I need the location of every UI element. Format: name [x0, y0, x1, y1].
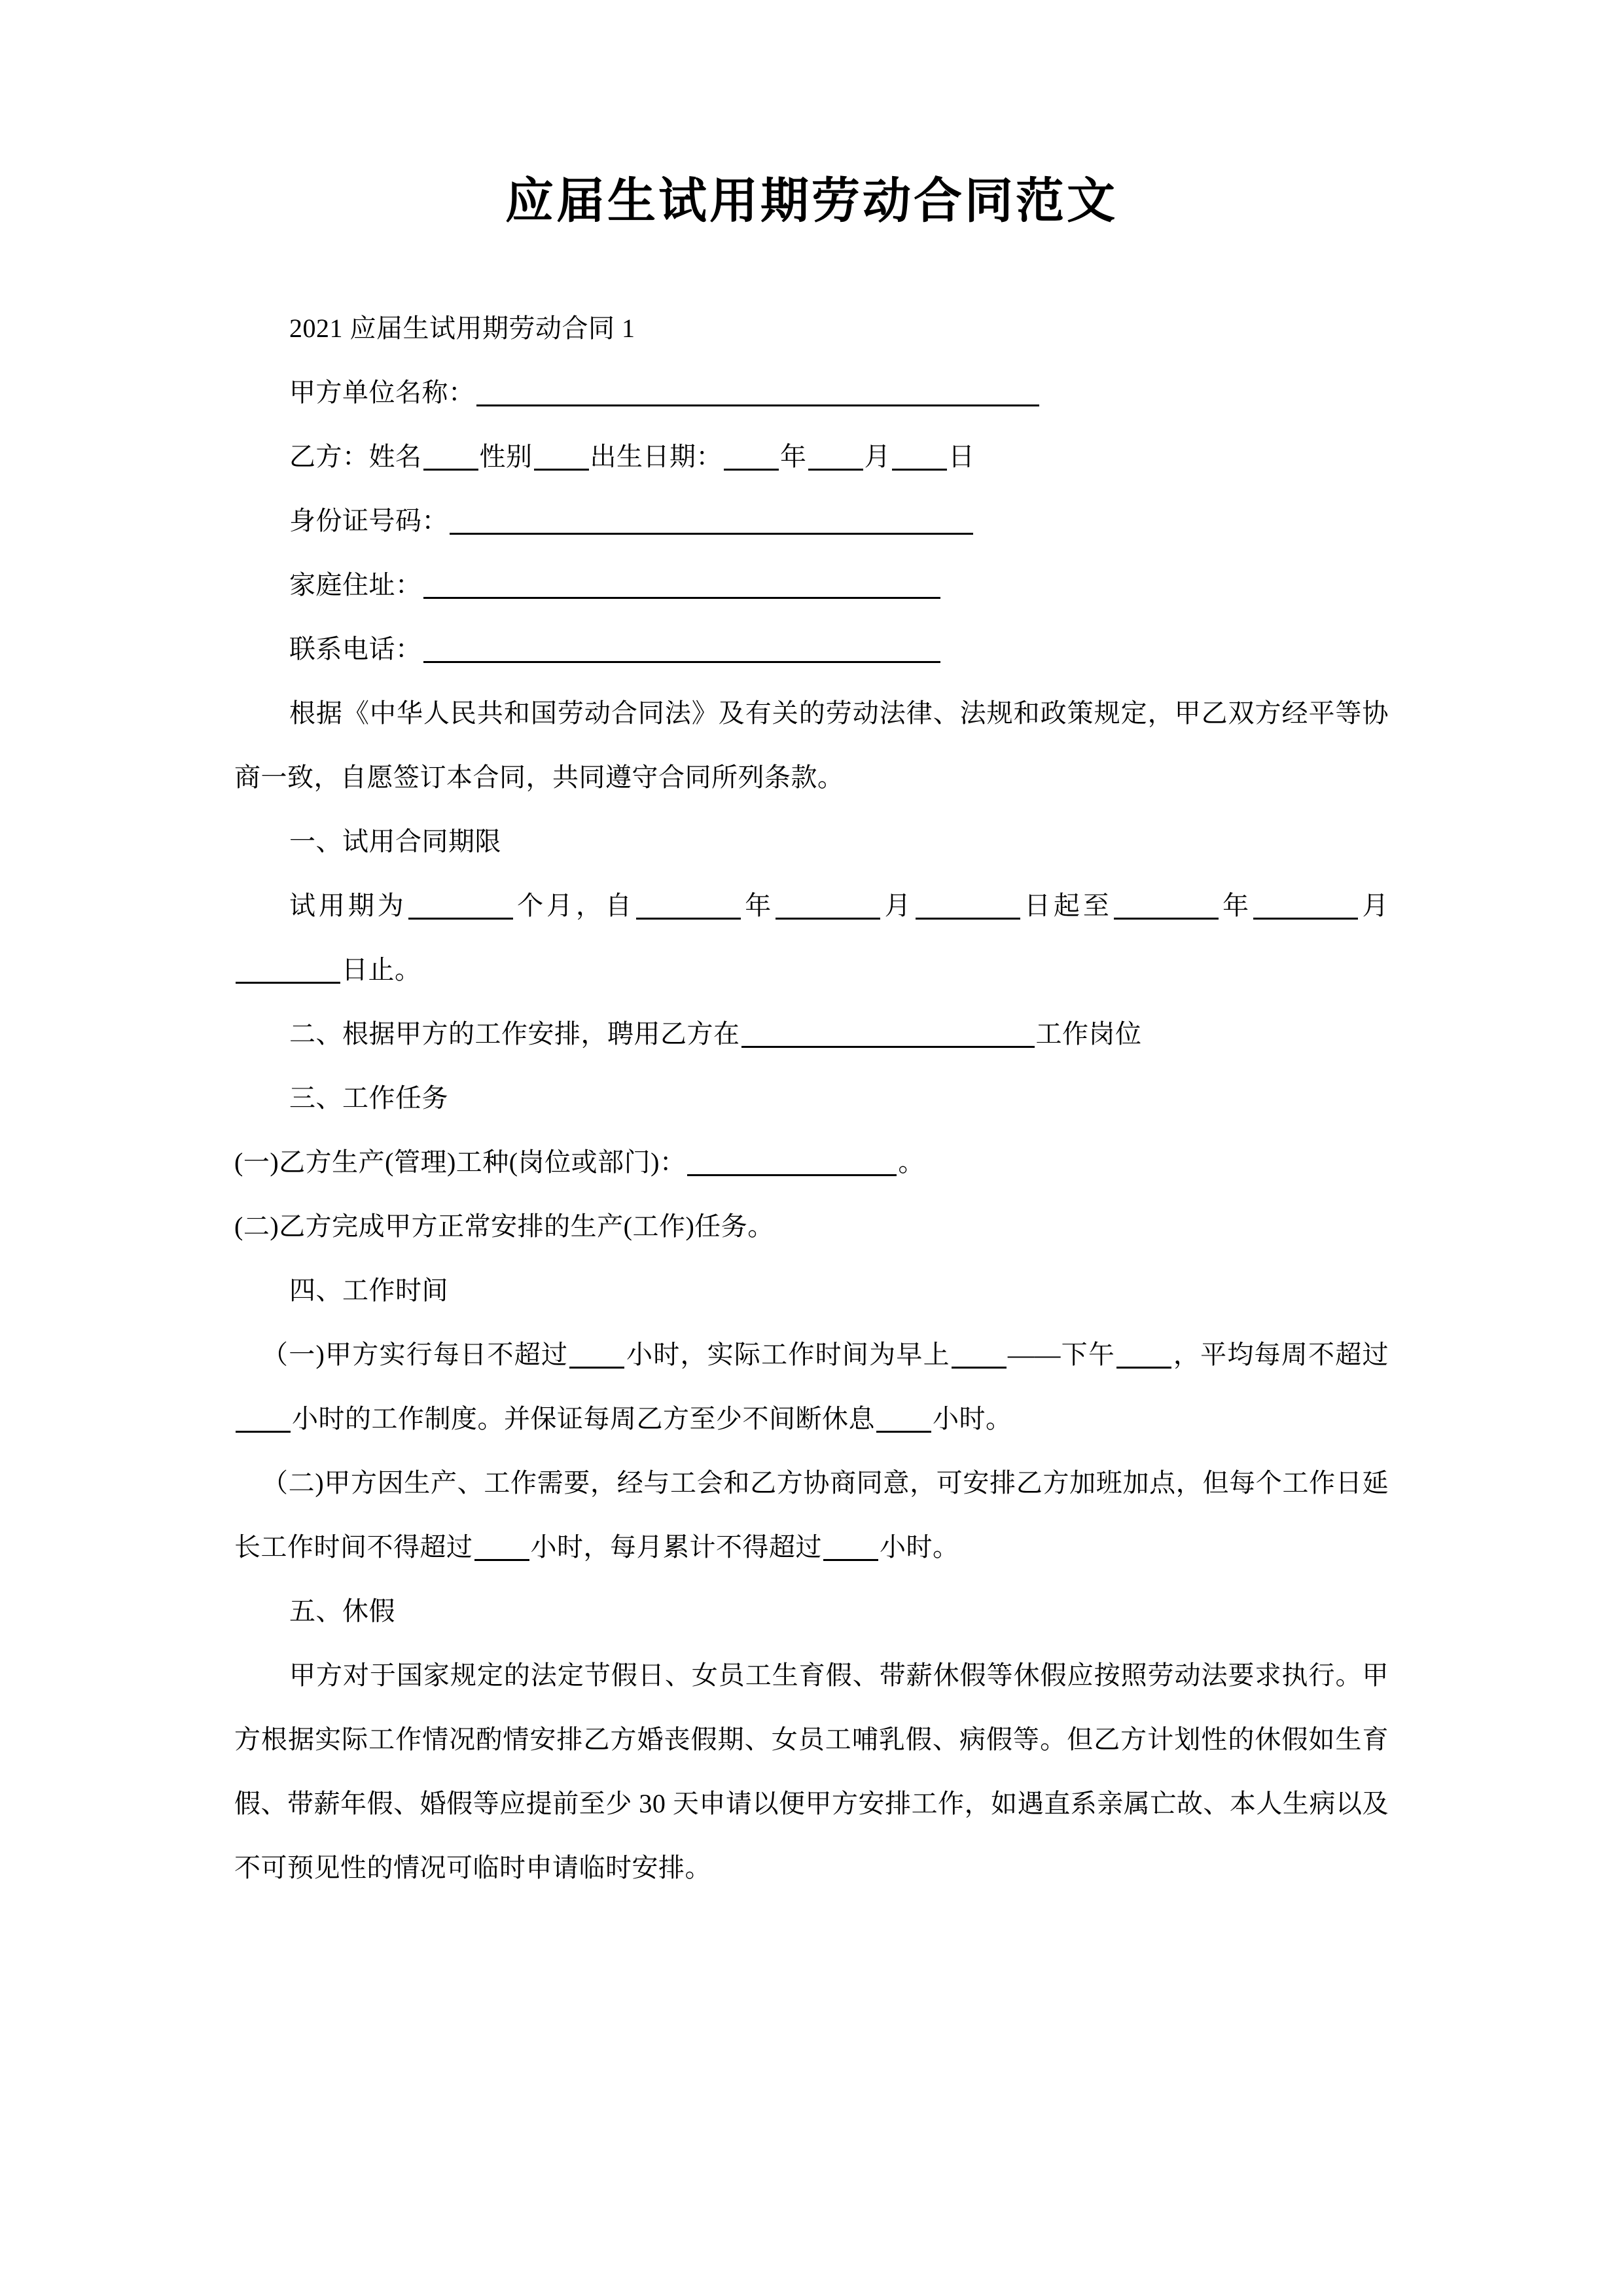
- start-year-blank[interactable]: [636, 889, 741, 920]
- section-2-text-b: 工作岗位: [1035, 1019, 1142, 1049]
- job-position-blank[interactable]: [741, 1017, 1035, 1048]
- section-2-text-a: 二、根据甲方的工作安排，聘用乙方在: [289, 1019, 740, 1049]
- party-b-name-label: 乙方：姓名: [289, 442, 422, 472]
- probation-text-e: 日起至: [1021, 891, 1113, 921]
- party-b-gender-blank[interactable]: [534, 440, 589, 471]
- section-4-item-2-text-a: （二)甲方因生产、工作需要，经与工会和乙方协商同意，可安排乙方加班加点，但每个工作日延长工作时间不得超过: [234, 1468, 1389, 1562]
- document-subtitle: [234, 296, 1389, 361]
- document-content: [234, 0, 1389, 1900]
- paragraph-section-3-item-2: (二)乙方完成甲方正常安排的生产(工作)任务。: [234, 1211, 774, 1242]
- afternoon-time-blank[interactable]: [1116, 1338, 1171, 1369]
- paragraph-section-4-item-2: [234, 1451, 1389, 1579]
- id-blank[interactable]: [450, 504, 973, 535]
- section-4-item-1-text-e: 小时的工作制度。并保证每周乙方至少不间断休息: [292, 1404, 875, 1434]
- phone-blank[interactable]: [423, 632, 940, 663]
- paragraph-section-5: 甲方对于国家规定的法定节假日、女员工生育假、带薪休假等休假应按照劳动法要求执行。甲方根据实际工作情况酌情安排乙方婚丧假期、女员工哺乳假、病假等。但乙方计划性的休假如生育假、带薪年假、婚假等应提前至少 30 天申请以便甲方安排工作，如遇直系亲属亡故、本人生病以及不可预见性的情况可临时申请临时安排。: [234, 1660, 1389, 1883]
- heading-section-1: 一、试用合同期限: [289, 827, 501, 857]
- daily-hours-blank[interactable]: [569, 1338, 624, 1369]
- subtitle-text: 2021 应届生试用期劳动合同 1: [289, 314, 635, 344]
- address-blank[interactable]: [423, 568, 940, 599]
- probation-text-g: 月: [1359, 891, 1389, 921]
- section-4-item-1-text-a: （一)甲方实行每日不超过: [262, 1340, 569, 1370]
- field-party-b: [234, 425, 1389, 489]
- section-4-item-1-text-f: 小时。: [933, 1404, 1012, 1434]
- weekly-hours-blank[interactable]: [236, 1402, 291, 1433]
- field-party-a: [234, 361, 1389, 425]
- paragraph-section-4-item-1: [234, 1323, 1389, 1451]
- probation-text-c: 年: [741, 891, 775, 921]
- start-month-blank[interactable]: [776, 889, 880, 920]
- job-type-blank[interactable]: [687, 1145, 897, 1176]
- end-day-blank[interactable]: [236, 953, 340, 984]
- party-b-birth-label: 出生日期：: [590, 442, 722, 472]
- start-day-blank[interactable]: [916, 889, 1020, 920]
- section-4-item-2-text-b: 小时，每月累计不得超过: [530, 1532, 822, 1562]
- end-year-blank[interactable]: [1114, 889, 1219, 920]
- morning-time-blank[interactable]: [952, 1338, 1007, 1369]
- section-4-item-1-text-b: 小时，实际工作时间为早上: [626, 1340, 950, 1370]
- party-b-name-blank[interactable]: [423, 440, 478, 471]
- birth-year-blank[interactable]: [724, 440, 779, 471]
- paragraph-section-3-item-1: [234, 1130, 1389, 1194]
- field-phone: [234, 617, 1389, 681]
- field-id-number: [234, 489, 1389, 553]
- probation-text-a: 试用期为: [289, 891, 407, 921]
- daily-overtime-blank[interactable]: [474, 1530, 529, 1561]
- section-4-item-1-text-d: ，平均每周不超过: [1173, 1340, 1389, 1370]
- page-title: 应届生试用期劳动合同范文: [505, 175, 1118, 228]
- probation-text-d: 月: [882, 891, 914, 921]
- paragraph-section-1: [234, 874, 1389, 1002]
- paragraph-section-2: [234, 1002, 1389, 1066]
- rest-hours-blank[interactable]: [876, 1402, 931, 1433]
- field-home-address: [234, 553, 1389, 617]
- party-a-label: 甲方单位名称：: [289, 378, 475, 408]
- birth-day-blank[interactable]: [892, 440, 947, 471]
- probation-text-h: 日止。: [342, 955, 421, 985]
- heading-section-3: 三、工作任务: [289, 1083, 448, 1113]
- end-month-blank[interactable]: [1253, 889, 1358, 920]
- birth-month-label: 月: [864, 442, 891, 472]
- paragraph-preamble: 根据《中华人民共和国劳动合同法》及有关的劳动法律、法规和政策规定，甲乙双方经平等协商一致，自愿签订本合同，共同遵守合同所列条款。: [234, 698, 1389, 793]
- document-body: [234, 296, 1389, 1900]
- party-a-blank[interactable]: [476, 376, 1039, 406]
- birth-year-label: 年: [780, 442, 807, 472]
- birth-day-label: 日: [948, 442, 975, 472]
- section-3-item-1-text-a: (一)乙方生产(管理)工种(岗位或部门)：: [234, 1147, 687, 1177]
- birth-month-blank[interactable]: [808, 440, 863, 471]
- section-3-item-1-text-b: 。: [898, 1147, 925, 1177]
- phone-label: 联系电话：: [289, 634, 422, 664]
- section-4-item-1-text-c: ——下午: [1007, 1340, 1116, 1370]
- heading-section-4: 四、工作时间: [289, 1276, 448, 1306]
- id-label: 身份证号码：: [289, 506, 448, 536]
- probation-text-f: 年: [1219, 891, 1253, 921]
- probation-text-b: 个月，自: [514, 891, 635, 921]
- section-4-item-2-text-c: 小时。: [880, 1532, 959, 1562]
- address-label: 家庭住址：: [289, 570, 422, 600]
- heading-section-5: 五、休假: [289, 1596, 395, 1626]
- party-b-gender-label: 性别: [479, 442, 533, 472]
- monthly-overtime-blank[interactable]: [823, 1530, 878, 1561]
- probation-months-blank[interactable]: [408, 889, 513, 920]
